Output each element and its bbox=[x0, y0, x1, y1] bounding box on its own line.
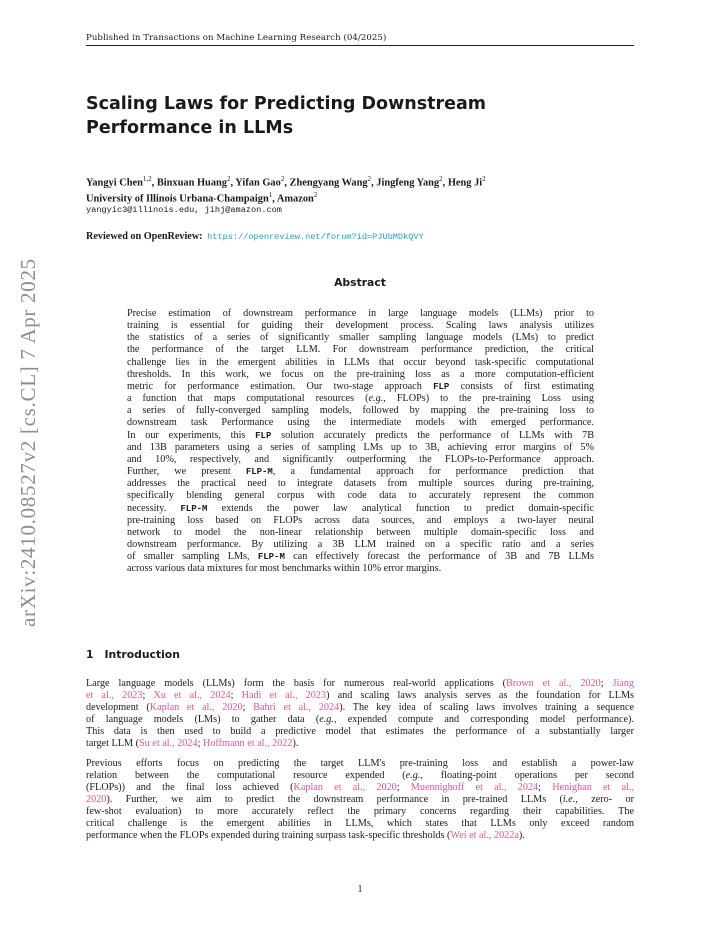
text-line: necessity. FLP-M extends the power law analytical function to predict domain-specific bbox=[127, 502, 594, 514]
title-line: Performance in LLMs bbox=[86, 118, 294, 138]
text-line: and 13B parameters using a series of sampling LMs up to 3B, achieving error margins of 5% bbox=[127, 441, 594, 453]
text-line: training is essential for guiding their development process. Scaling laws analysis utilizes bbox=[127, 320, 594, 332]
author-emails: yangyic3@illinois.edu, jihj@amazon.com bbox=[86, 205, 282, 215]
intro-paragraph-1 bbox=[86, 678, 634, 750]
text-line: Precise estimation of downstream performance in large language models (LLMs) prior to bbox=[127, 308, 594, 319]
author-block bbox=[86, 173, 646, 206]
text-line: relation between the computational resource expended (e.g., floating-point operations per second bbox=[86, 770, 634, 782]
review-label: Reviewed on OpenReview: bbox=[86, 231, 203, 242]
text-line: This data is then used to build a predictive model that estimates the performance of a substantially larger bbox=[86, 726, 634, 738]
title-line: Scaling Laws for Predicting Downstream bbox=[86, 94, 487, 114]
text-line: target LLM (Su et al., 2024; Hoffmann et al., 2022). bbox=[86, 738, 299, 750]
running-header: Published in Transactions on Machine Learning Research (04/2025) bbox=[86, 33, 387, 43]
text-line: challenge lies in the emergent abilities in LLMs that occur beyond task-specific computational bbox=[127, 356, 594, 368]
text-line: pre-training loss based on FLOPs across data sources, and employs a two-layer neural bbox=[127, 514, 594, 526]
text-line: network to model the non-linear relationship between multiple domain-specific loss and bbox=[127, 526, 594, 538]
paper-title bbox=[86, 92, 606, 140]
text-line: In our experiments, this FLP solution accurately predicts the performance of LLMs with 7B bbox=[127, 429, 594, 441]
arxiv-stamp: arXiv:2410.08527v2 [cs.CL] 7 Apr 2025 bbox=[16, 258, 40, 628]
text-line: development (Kaplan et al., 2020; Bahri et al., 2024). The key idea of scaling laws involves training a sequence bbox=[86, 702, 634, 714]
text-line: (FLOPs)) and the final loss achieved (Kaplan et al., 2020; Muennighoff et al., 2024; Henighan et al., bbox=[86, 782, 635, 794]
text-line: the performance of the target LLM. For downstream performance prediction, the critical bbox=[127, 344, 594, 356]
text-line: et al., 2023; Xu et al., 2024; Hadi et al., 2023) and scaling laws analysis serves as the foundation for LLMs bbox=[86, 690, 634, 702]
text-line: Previous efforts focus on predicting the target LLM's pre-training loss and establish a power-law bbox=[86, 758, 634, 769]
review-line bbox=[86, 231, 424, 242]
text-line: specifically blending general corpus with code data to accurately represent the common bbox=[127, 490, 594, 502]
text-line: of smaller sampling LMs, FLP-M can effectively forecast the performance of 3B and 7B LLMs bbox=[127, 551, 594, 563]
text-line: downstream task Performance using the intermediate models with emerged performance. bbox=[127, 417, 594, 429]
page-number: 1 bbox=[357, 884, 363, 895]
text-line: a function that maps computational resources (e.g., FLOPs) to the pre-training Loss using bbox=[127, 393, 594, 405]
text-line: downstream performance. By utilizing a 3B LLM trained on a specific ratio and a series bbox=[127, 538, 594, 550]
text-line: the statistics of a series of significantly smaller sampling language models (LMs) to predict bbox=[127, 332, 594, 344]
section-number: 1 bbox=[86, 648, 94, 661]
text-line: Large language models (LLMs) form the basis for numerous real-world applications (Brown et al., 2020; Jiang bbox=[86, 678, 634, 689]
text-line: metric for performance estimation. Our two-stage approach FLP consists of first estimating bbox=[127, 380, 595, 392]
text-line: critical challenge is the emergent abilities in LLMs, which states that LLMs only exceed random bbox=[86, 818, 634, 830]
text-line: a series of fully-converged sampling models, followed by mapping the pre-training loss to bbox=[127, 405, 594, 417]
header-rule bbox=[86, 45, 634, 46]
openreview-link[interactable]: https://openreview.net/forum?id=PJUbMDkQVY bbox=[207, 232, 424, 242]
text-line: performance when the FLOPs expended during training surpass task-specific thresholds (Wei et al., 2022a). bbox=[86, 830, 525, 842]
text-line: Further, we present FLP-M, a fundamental approach for performance prediction that bbox=[127, 466, 594, 478]
abstract-body bbox=[127, 308, 594, 575]
text-line: few-shot evaluation) to more accurately reflect the primary concerns regarding their capabilities. The bbox=[86, 806, 634, 818]
text-line: across various data mixtures for most benchmarks within 10% error margins. bbox=[127, 563, 442, 575]
affiliations-line: University of Illinois Urbana-Champaign$^1$, Amazon$^2$ bbox=[86, 191, 318, 205]
text-line: 2020). Further, we aim to predict the downstream performance in pre-trained LLMs (i.e., zero- or bbox=[86, 794, 634, 806]
intro-paragraph-2 bbox=[86, 758, 634, 842]
text-line: and 10%, respectively, and significantly outperforming the FLOPs-to-Performance approach. bbox=[127, 453, 594, 465]
text-line: thresholds. In this work, we focus on the pre-training loss as a more computation-efficient bbox=[127, 368, 594, 380]
text-line: of language models (LMs) to gather data (e.g., expended compute and corresponding model performance). bbox=[86, 714, 634, 726]
text-line: addresses the practical need to integrate datasets from multiple sources during pre-training, bbox=[127, 478, 594, 490]
section-title: Introduction bbox=[104, 648, 180, 661]
abstract-heading: Abstract bbox=[334, 276, 386, 289]
section-heading bbox=[86, 648, 180, 661]
authors-line: Yangyi Chen$^{1,2}$, Binxuan Huang$^2$, Yifan Gao$^2$, Zhengyang Wang$^2$, Jingfeng Yang$^2$, Heng Ji$^2$ bbox=[86, 175, 486, 189]
